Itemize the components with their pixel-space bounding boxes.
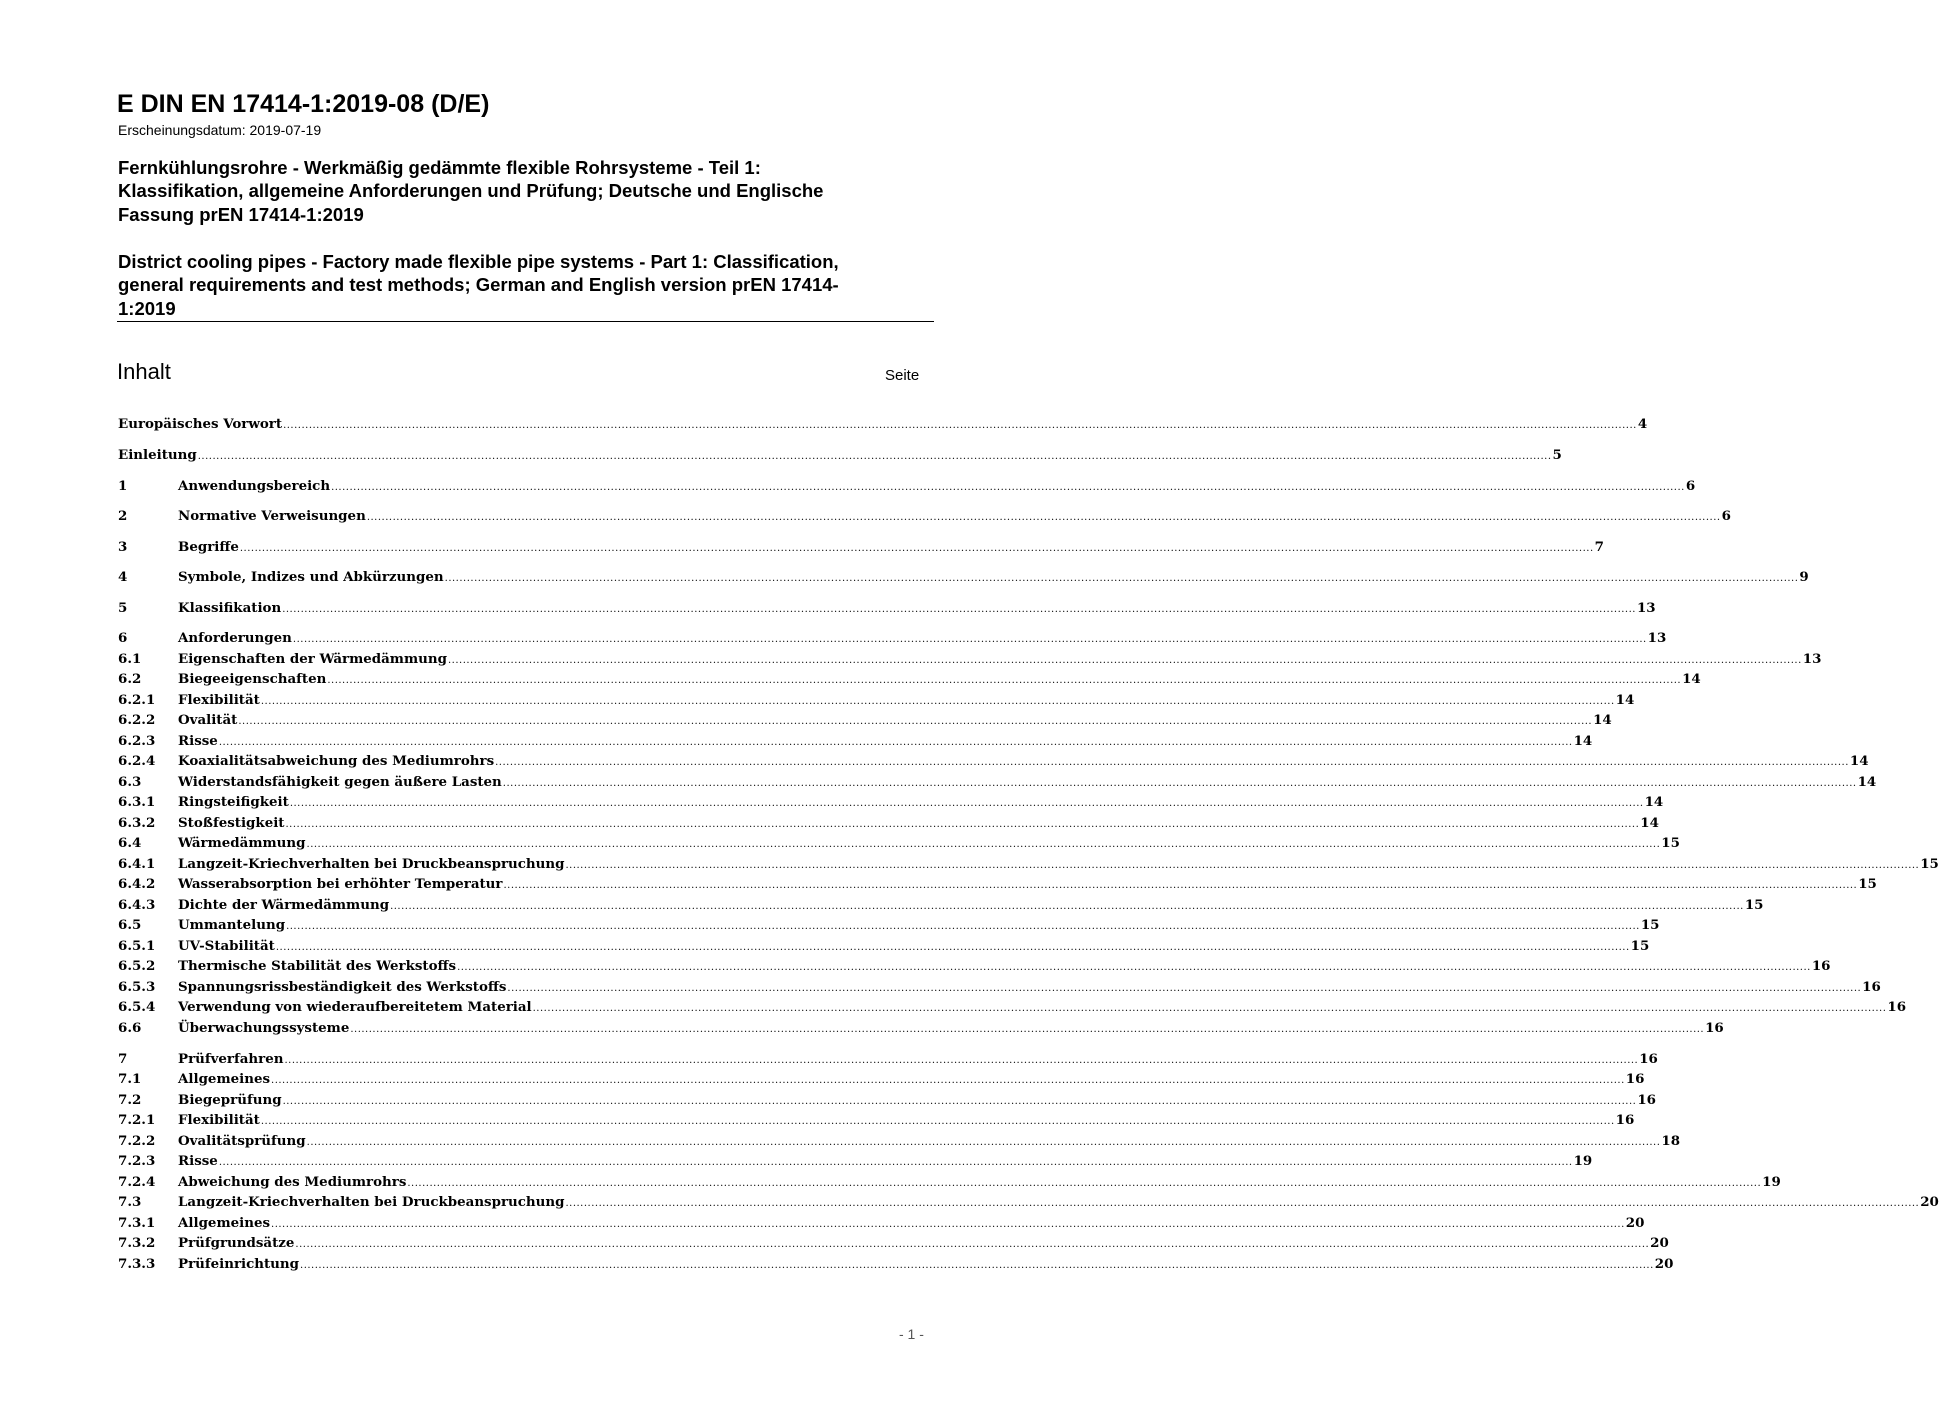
toc-entry-number: 3 [118, 539, 128, 555]
toc-entry-title[interactable]: Prüfverfahren [178, 1051, 284, 1067]
toc-entry-page[interactable]: 16 [1862, 979, 1881, 995]
toc-dot-leader [565, 860, 1919, 871]
toc-entry-page[interactable]: 9 [1799, 569, 1809, 585]
toc-entry[interactable] [118, 416, 1648, 436]
toc-dot-leader [238, 716, 1592, 727]
toc-entry-number: 6.2.3 [118, 733, 156, 749]
toc-entry-page[interactable]: 14 [1573, 733, 1593, 749]
toc-dot-leader [286, 921, 1640, 932]
toc-entry-page[interactable]: 15 [1920, 856, 1939, 872]
toc-entry-page[interactable]: 18 [1661, 1133, 1681, 1149]
toc-entry-number: 7.3.3 [118, 1256, 156, 1272]
toc-entry[interactable] [118, 917, 1660, 937]
toc-entry-title[interactable]: Biegeeigenschaften [178, 671, 327, 687]
toc-dot-leader [503, 778, 1857, 789]
toc-entry-number: 6.2.2 [118, 712, 156, 728]
toc-entry-page[interactable]: 15 [1630, 938, 1650, 954]
toc-entry[interactable] [118, 1235, 1669, 1255]
toc-dot-leader [240, 543, 1594, 554]
toc-entry-title[interactable]: Spannungsrissbeständigkeit des Werkstoffs [178, 979, 507, 995]
toc-entry-title[interactable]: Ovalität [178, 712, 238, 728]
toc-entry[interactable] [118, 1020, 1724, 1040]
toc-entry-page[interactable]: 4 [1637, 416, 1648, 432]
toc-entry-page[interactable]: 20 [1920, 1194, 1939, 1210]
toc-entry-page[interactable]: 13 [1647, 630, 1667, 646]
toc-dot-leader [331, 482, 1685, 493]
toc-dot-leader [261, 696, 1615, 707]
toc-entry[interactable] [118, 979, 1881, 999]
toc-entry-number: 6.6 [118, 1020, 142, 1036]
toc-entry-number: 7.3 [118, 1194, 142, 1210]
toc-entry-page[interactable]: 16 [1625, 1071, 1645, 1087]
toc-entry-page[interactable]: 14 [1682, 671, 1701, 687]
toc-entry[interactable] [118, 794, 1664, 814]
toc-entry-page[interactable]: 16 [1705, 1020, 1724, 1036]
toc-dot-leader [293, 634, 1647, 645]
toc-entry-number: 6.1 [118, 651, 142, 667]
toc-entry-page[interactable]: 15 [1744, 897, 1764, 913]
toc-entry-number: 6.5.4 [118, 999, 156, 1015]
toc-entry-number: 7.2 [118, 1092, 142, 1108]
toc-entry-number: 7.3.2 [118, 1235, 156, 1251]
toc-entry-page[interactable]: 19 [1573, 1153, 1593, 1169]
toc-entry[interactable] [118, 539, 1604, 559]
toc-dot-leader [495, 757, 1849, 768]
toc-dot-leader [261, 1116, 1615, 1127]
toc-entry-number: 6.2.4 [118, 753, 156, 769]
page-number: - 1 - [899, 1326, 924, 1342]
toc-entry-title[interactable]: Wasserabsorption bei erhöhter Temperatur [178, 876, 503, 892]
toc-entry[interactable] [118, 958, 1831, 978]
title-english-line: 1:2019 [118, 297, 176, 319]
toc-entry[interactable] [118, 1256, 1674, 1276]
title-english-line: general requirements and test methods; German and English version prEN 17414- [118, 274, 839, 296]
toc-entry-page[interactable]: 15 [1661, 835, 1680, 851]
toc-entry[interactable] [118, 1051, 1658, 1071]
toc-dot-leader [271, 1219, 1625, 1230]
toc-dot-leader [290, 798, 1644, 809]
toc-entry-page[interactable]: 14 [1640, 815, 1659, 831]
toc-entry-title[interactable]: Prüfgrundsätze [178, 1235, 295, 1251]
toc-dot-leader [219, 737, 1573, 748]
toc-entry-number: 2 [118, 508, 128, 524]
toc-entry[interactable] [118, 508, 1731, 528]
toc-dot-leader [390, 901, 1744, 912]
toc-entry-title[interactable]: Anforderungen [178, 630, 292, 646]
toc-entry[interactable] [118, 1133, 1681, 1153]
toc-entry-title[interactable]: Begriffe [178, 539, 239, 555]
header-divider [117, 321, 934, 322]
toc-dot-leader [285, 819, 1639, 830]
toc-entry-number: 7.2.2 [118, 1133, 156, 1149]
toc-entry-title[interactable]: Klassifikation [178, 600, 282, 616]
title-german [118, 156, 918, 226]
toc-entry-page[interactable]: 16 [1887, 999, 1907, 1015]
toc-entry-page[interactable]: 14 [1857, 774, 1877, 790]
toc-dot-leader [283, 1096, 1637, 1107]
toc-entry-page[interactable]: 7 [1594, 539, 1604, 555]
toc-entry-title[interactable]: Normative Verweisungen [178, 508, 366, 524]
toc-entry-page[interactable]: 16 [1811, 958, 1831, 974]
toc-dot-leader [198, 451, 1552, 462]
toc-entry-page[interactable]: 16 [1637, 1092, 1656, 1108]
toc-entry-number: 1 [118, 478, 128, 494]
toc-dot-leader [350, 1024, 1704, 1035]
toc-entry-page[interactable]: 6 [1721, 508, 1731, 524]
toc-entry-title[interactable]: Ovalitätsprüfung [178, 1133, 306, 1149]
toc-page-column-label: Seite [885, 367, 920, 384]
toc-entry-page[interactable]: 16 [1615, 1112, 1635, 1128]
toc-dot-leader [565, 1198, 1919, 1209]
toc-entry-title[interactable]: Europäisches Vorwort [118, 416, 283, 432]
toc-dot-leader [271, 1075, 1625, 1086]
toc-entry-title[interactable]: Ringsteifigkeit [178, 794, 289, 810]
toc-entry-page[interactable]: 15 [1640, 917, 1660, 933]
toc-dot-leader [276, 942, 1630, 953]
toc-entry-title[interactable]: Dichte der Wärmedämmung [178, 897, 390, 913]
toc-dot-leader [533, 1003, 1887, 1014]
toc-dot-leader [300, 1260, 1654, 1271]
toc-dot-leader [295, 1239, 1649, 1250]
toc-entry-number: 6 [118, 630, 128, 646]
toc-entry-title[interactable]: Stoßfestigkeit [178, 815, 285, 831]
toc-entry[interactable] [118, 478, 1696, 498]
toc-entry-number: 6.4.3 [118, 897, 156, 913]
toc-entry[interactable] [118, 600, 1656, 620]
toc-entry-number: 6.3 [118, 774, 142, 790]
toc-entry[interactable] [118, 774, 1877, 794]
toc-entry-title[interactable]: Allgemeines [178, 1215, 271, 1231]
toc-entry-number: 6.2.1 [118, 692, 156, 708]
toc-entry[interactable] [118, 569, 1809, 589]
toc-entry[interactable] [118, 671, 1701, 691]
title-german-line: Fassung prEN 17414-1:2019 [118, 203, 364, 225]
toc-entry-page[interactable]: 19 [1762, 1174, 1781, 1190]
toc-entry-page[interactable]: 15 [1858, 876, 1877, 892]
toc-entry-title[interactable]: UV-Stabilität [178, 938, 275, 954]
toc-entry-title[interactable]: Wärmedämmung [178, 835, 306, 851]
toc-entry[interactable] [118, 753, 1869, 773]
publication-date: Erscheinungsdatum: 2019-07-19 [118, 122, 322, 138]
toc-entry-number: 7 [118, 1051, 128, 1067]
toc-entry-number: 6.3.2 [118, 815, 156, 831]
toc-entry-title[interactable]: Abweichung des Mediumrohrs [178, 1174, 407, 1190]
toc-entry-number: 6.4 [118, 835, 142, 851]
toc-entry-title[interactable]: Flexibilität [178, 692, 260, 708]
toc-dot-leader [307, 1137, 1661, 1148]
toc-entry-number: 7.3.1 [118, 1215, 156, 1231]
toc-entry-number: 7.2.1 [118, 1112, 156, 1128]
toc-dot-leader [507, 983, 1861, 994]
toc-entry-title[interactable]: Widerstandsfähigkeit gegen äußere Lasten [178, 774, 502, 790]
toc-entry-page[interactable]: 14 [1593, 712, 1612, 728]
toc-entry-page[interactable]: 16 [1639, 1051, 1658, 1067]
toc-entry[interactable] [118, 1174, 1781, 1194]
toc-entry[interactable] [118, 856, 1939, 876]
toc-entry-title[interactable]: Einleitung [118, 447, 197, 463]
toc-entry-page[interactable]: 13 [1802, 651, 1822, 667]
toc-dot-leader [503, 880, 1857, 891]
toc-entry-title[interactable]: Prüfeinrichtung [178, 1256, 300, 1272]
toc-entry-number: 6.5.1 [118, 938, 156, 954]
toc-entry-title[interactable]: Verwendung von wiederaufbereitetem Material [178, 999, 532, 1015]
toc-dot-leader [407, 1178, 1761, 1189]
toc-entry-page[interactable]: 6 [1685, 478, 1696, 494]
toc-entry-number: 6.3.1 [118, 794, 156, 810]
toc-entry[interactable] [118, 712, 1612, 732]
toc-entry-page[interactable]: 13 [1636, 600, 1656, 616]
toc-entry[interactable] [118, 1153, 1593, 1173]
toc-dot-leader [327, 675, 1681, 686]
toc-entry-title[interactable]: Allgemeines [178, 1071, 271, 1087]
toc-dot-leader [448, 655, 1802, 666]
toc-dot-leader [283, 420, 1637, 431]
toc-entry-number: 6.4.2 [118, 876, 156, 892]
toc-entry[interactable] [118, 876, 1877, 896]
toc-entry-page[interactable]: 14 [1644, 794, 1664, 810]
toc-entry-number: 5 [118, 600, 128, 616]
toc-entry-title[interactable]: Eigenschaften der Wärmedämmung [178, 651, 447, 667]
toc-entry-number: 7.2.4 [118, 1174, 156, 1190]
toc-entry[interactable] [118, 651, 1822, 671]
toc-entry[interactable] [118, 897, 1764, 917]
toc-entry-number: 7.2.3 [118, 1153, 156, 1169]
toc-entry-title[interactable]: Flexibilität [178, 1112, 260, 1128]
toc-entry[interactable] [118, 1194, 1939, 1214]
toc-entry-title[interactable]: Langzeit-Kriechverhalten bei Druckbeanspruchung [178, 856, 565, 872]
title-german-line: Fernkühlungsrohre - Werkmäßig gedämmte flexible Rohrsysteme - Teil 1: [118, 157, 761, 178]
toc-entry[interactable] [118, 835, 1680, 855]
toc-heading: Inhalt [117, 359, 171, 384]
toc-entry-page[interactable]: 20 [1654, 1256, 1674, 1272]
toc-entry[interactable] [118, 1071, 1645, 1091]
toc-entry-page[interactable]: 14 [1849, 753, 1869, 769]
toc-entry-page[interactable]: 14 [1615, 692, 1635, 708]
title-english [118, 250, 918, 320]
toc-entry-number: 7.1 [118, 1071, 142, 1087]
toc-entry[interactable] [118, 815, 1659, 835]
toc-entry-title[interactable]: Biegeprüfung [178, 1092, 282, 1108]
document-id: E DIN EN 17414-1:2019-08 (D/E) [117, 90, 490, 118]
toc-dot-leader [282, 604, 1636, 615]
title-english-line: District cooling pipes - Factory made flexible pipe systems - Part 1: Classification, [118, 251, 839, 272]
toc-dot-leader [219, 1157, 1573, 1168]
toc-dot-leader [284, 1055, 1638, 1066]
toc-entry-page[interactable]: 20 [1650, 1235, 1669, 1251]
toc-entry[interactable] [118, 1112, 1635, 1132]
toc-dot-leader [367, 512, 1721, 523]
toc-entry-title[interactable]: Symbole, Indizes und Abkürzungen [178, 569, 444, 585]
toc-entry-title[interactable]: Ummantelung [178, 917, 286, 933]
toc-entry-title[interactable]: Risse [178, 733, 218, 749]
toc-entry[interactable] [118, 1215, 1645, 1235]
toc-entry-number: 6.4.1 [118, 856, 156, 872]
toc-entry-title[interactable]: Koaxialitätsabweichung des Mediumrohrs [178, 753, 495, 769]
toc-entry[interactable] [118, 447, 1562, 467]
toc-entry-title[interactable]: Überwachungssysteme [178, 1020, 350, 1036]
toc-entry-title[interactable]: Thermische Stabilität des Werkstoffs [178, 958, 457, 974]
toc-entry-number: 4 [118, 569, 128, 585]
toc-entry-page[interactable]: 5 [1552, 447, 1562, 463]
toc-entry-number: 6.2 [118, 671, 142, 687]
toc-entry[interactable] [118, 733, 1593, 753]
toc-entry-page[interactable]: 20 [1625, 1215, 1645, 1231]
toc-entry[interactable] [118, 692, 1635, 712]
toc-dot-leader [457, 962, 1811, 973]
toc-entry[interactable] [118, 630, 1667, 650]
toc-entry-title[interactable]: Langzeit-Kriechverhalten bei Druckbeanspruchung [178, 1194, 565, 1210]
toc-entry-title[interactable]: Risse [178, 1153, 218, 1169]
toc-dot-leader [445, 573, 1799, 584]
toc-entry[interactable] [118, 999, 1907, 1019]
toc-dot-leader [307, 839, 1661, 850]
toc-entry[interactable] [118, 1092, 1656, 1112]
toc-entry-title[interactable]: Anwendungsbereich [178, 478, 331, 494]
toc-entry-number: 6.5.2 [118, 958, 156, 974]
toc-entry[interactable] [118, 938, 1650, 958]
title-german-line: Klassifikation, allgemeine Anforderungen und Prüfung; Deutsche und Englische [118, 180, 824, 202]
toc-entry-number: 6.5.3 [118, 979, 156, 995]
toc-entry-number: 6.5 [118, 917, 142, 933]
